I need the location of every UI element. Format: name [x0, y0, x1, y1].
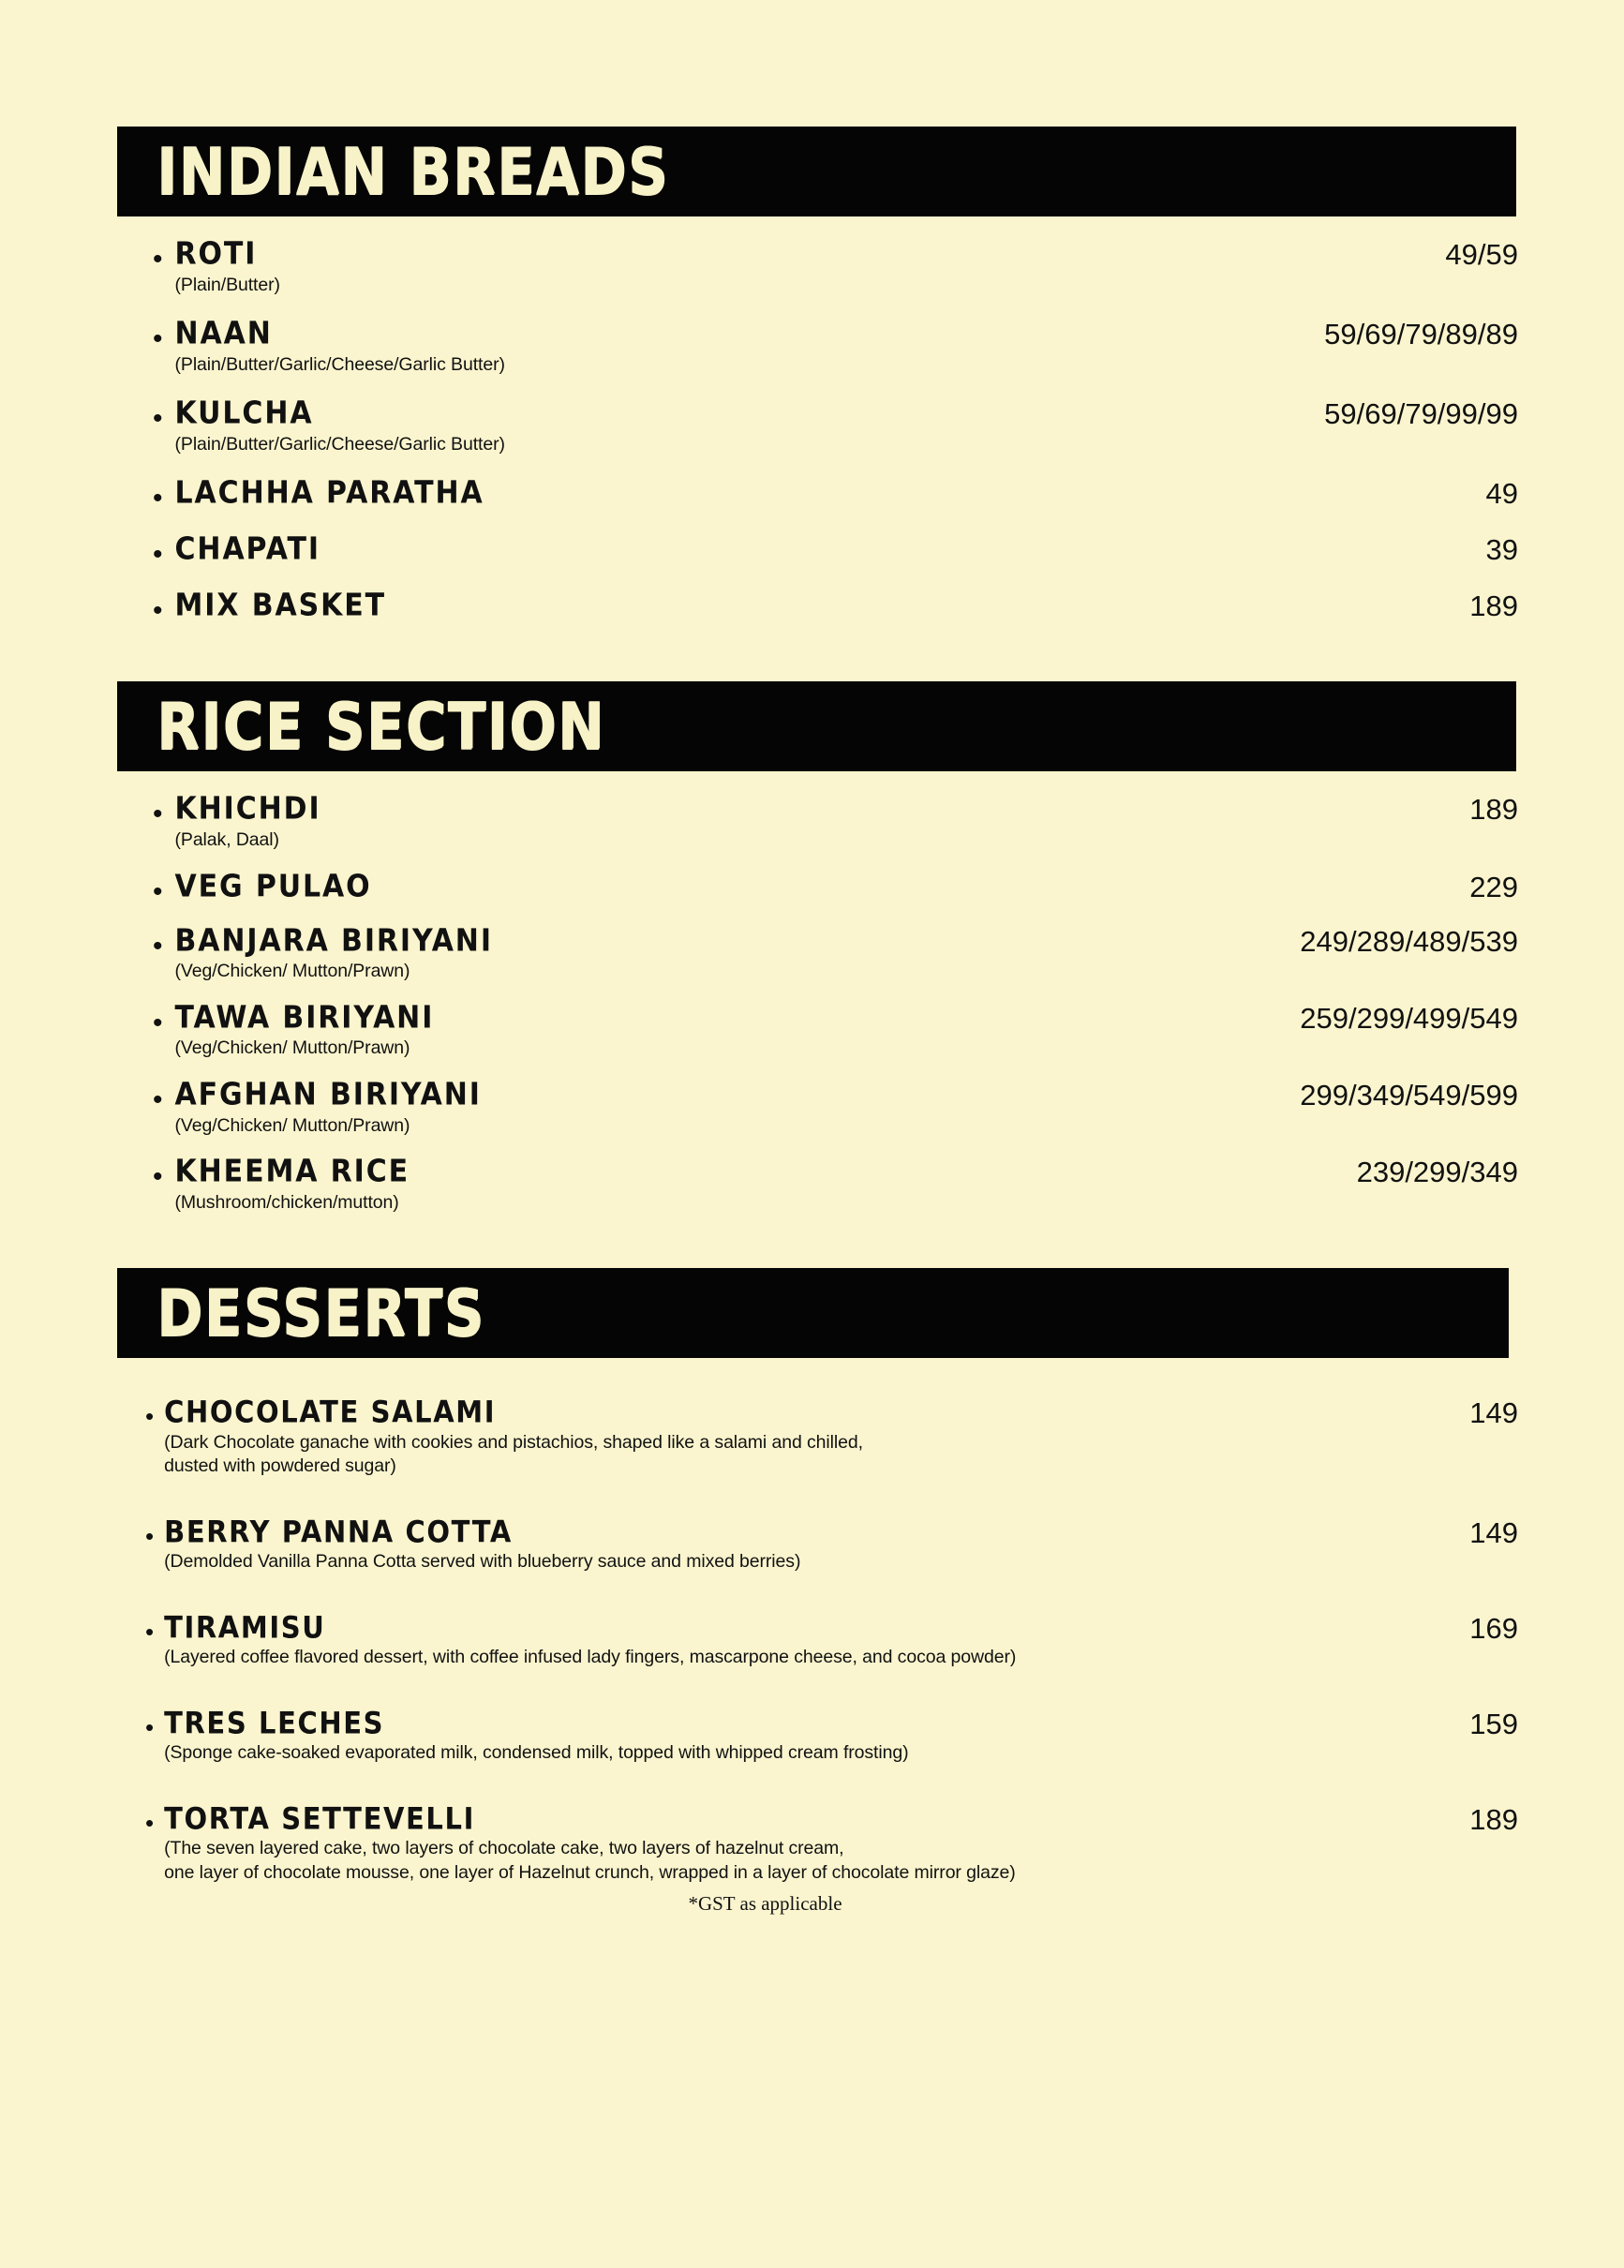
- menu-item-veg-pulao-left: [153, 870, 372, 906]
- menu-item-price: 189: [1469, 589, 1518, 623]
- item-list-rice-section: [0, 792, 1624, 1214]
- menu-item-kheema-rice-left: [153, 1155, 410, 1214]
- section-header-indian-breads: [117, 127, 1516, 216]
- menu-item-khichdi-left: [153, 792, 321, 851]
- menu-item-name: KHEEMA RICE: [174, 1153, 410, 1190]
- menu-item-chapati: [153, 532, 1518, 569]
- menu-item-torta-settevelli: [145, 1802, 1518, 1885]
- menu-item-kulcha-left: [153, 396, 505, 455]
- menu-item-price: 169: [1469, 1611, 1518, 1645]
- menu-item-tiramisu-left: [145, 1611, 1016, 1669]
- gst-footnote: *GST as applicable: [688, 1891, 842, 1915]
- menu-item-description-line1: (Dark Chocolate ganache with cookies and pistachios, shaped like a salami and chilled,: [164, 1431, 863, 1453]
- menu-item-description: (Veg/Chicken/ Mutton/Prawn): [174, 1114, 410, 1136]
- menu-item-name: NAAN: [174, 316, 273, 352]
- menu-item-name: ROTI: [174, 235, 258, 273]
- menu-item-veg-pulao: [153, 870, 1518, 906]
- menu-item-name: LACHHA PARATHA: [174, 475, 484, 512]
- bullet-icon: •: [145, 1712, 155, 1741]
- menu-item-price: 229: [1469, 870, 1518, 903]
- menu-item-price: 149: [1469, 1515, 1518, 1549]
- section-header-desserts: [117, 1268, 1509, 1358]
- menu-item-berry-panna-cotta-left: [145, 1515, 800, 1574]
- menu-item-afghan-biriyani-left: [153, 1078, 482, 1137]
- section-title-rice-section: RICE SECTION: [156, 689, 605, 765]
- menu-item-description-line2: one layer of chocolate mousse, one layer of Hazelnut crunch, wrapped in a layer of chocolate mirror glaze): [164, 1861, 1016, 1883]
- menu-item-name: BANJARA BIRIYANI: [174, 922, 493, 960]
- menu-item-name: TIRAMISU: [164, 1609, 326, 1646]
- menu-item-price: 189: [1469, 793, 1518, 827]
- bullet-icon: •: [153, 1083, 163, 1115]
- item-list-desserts: [0, 1395, 1624, 1884]
- bullet-icon: •: [153, 244, 163, 275]
- menu-item-description-line1: (The seven layered cake, two layers of chocolate cake, two layers of hazelnut cream,: [164, 1838, 844, 1859]
- menu-item-price: 249/289/489/539: [1300, 924, 1518, 958]
- menu-item-description: (Veg/Chicken/ Mutton/Prawn): [174, 1037, 410, 1059]
- menu-item-chocolate-salami: [145, 1395, 1518, 1478]
- menu-item-tiramisu: [145, 1611, 1518, 1669]
- menu-item-name: MIX BASKET: [174, 588, 386, 624]
- menu-item-banjara-biriyani-left: [153, 924, 493, 983]
- menu-item-name: BERRY PANNA COTTA: [164, 1514, 513, 1550]
- menu-item-torta-settevelli-left: [145, 1802, 1016, 1885]
- menu-item-mix-basket: [153, 589, 1518, 625]
- menu-item-description: (Plain/Butter/Garlic/Cheese/Garlic Butter): [174, 353, 505, 375]
- menu-item-name: KULCHA: [174, 395, 314, 432]
- item-list-indian-breads: [0, 237, 1624, 625]
- menu-item-tres-leches-left: [145, 1707, 909, 1765]
- menu-item-chapati-left: [153, 532, 320, 569]
- menu-item-tawa-biriyani: [153, 1001, 1518, 1060]
- bullet-icon: •: [153, 595, 163, 627]
- bullet-icon: •: [153, 930, 163, 962]
- menu-item-name: CHAPATI: [174, 531, 320, 568]
- menu-item-price: 149: [1469, 1396, 1518, 1430]
- menu-item-mix-basket-left: [153, 589, 386, 625]
- menu-item-description: (Plain/Butter): [174, 274, 280, 295]
- menu-item-description-line1: (Layered coffee flavored dessert, with coffee infused lady fingers, mascarpone cheese, and cocoa powder): [164, 1647, 1017, 1668]
- menu-item-naan-left: [153, 317, 505, 376]
- menu-item-name: TRES LECHES: [164, 1705, 385, 1741]
- section-title-desserts: DESSERTS: [156, 1276, 485, 1351]
- menu-item-roti: [153, 237, 1518, 296]
- menu-page: [0, 127, 1624, 2268]
- menu-item-price: 59/69/79/89/89: [1324, 318, 1518, 351]
- menu-item-description: (Mushroom/chicken/mutton): [174, 1191, 399, 1213]
- menu-item-description: (Veg/Chicken/ Mutton/Prawn): [174, 961, 410, 982]
- menu-item-name: VEG PULAO: [174, 868, 372, 905]
- bullet-icon: •: [153, 1161, 163, 1193]
- menu-item-price: 239/299/349: [1356, 1156, 1518, 1189]
- menu-item-price: 39: [1485, 533, 1518, 567]
- menu-item-name: KHICHDI: [174, 791, 321, 828]
- bullet-icon: •: [153, 539, 163, 571]
- menu-item-lachha-paratha-left: [153, 476, 484, 513]
- menu-item-chocolate-salami-left: [145, 1395, 863, 1478]
- menu-item-afghan-biriyani: [153, 1078, 1518, 1137]
- bullet-icon: •: [145, 1521, 155, 1550]
- menu-item-berry-panna-cotta: [145, 1515, 1518, 1574]
- bullet-icon: •: [153, 875, 163, 907]
- menu-item-description-line2: dusted with powdered sugar): [164, 1455, 396, 1477]
- menu-item-tawa-biriyani-left: [153, 1001, 434, 1060]
- menu-item-price: 159: [1469, 1707, 1518, 1740]
- menu-item-price: 59/69/79/99/99: [1324, 397, 1518, 431]
- bullet-icon: •: [145, 1808, 155, 1837]
- section-header-rice-section: [117, 681, 1516, 771]
- menu-item-roti-left: [153, 237, 280, 296]
- menu-item-name: CHOCOLATE SALAMI: [164, 1395, 497, 1430]
- menu-item-price: 259/299/499/549: [1300, 1001, 1518, 1035]
- menu-item-description-line1: (Sponge cake-soaked evaporated milk, condensed milk, topped with whipped cream frosting): [164, 1742, 909, 1764]
- menu-item-khichdi: [153, 792, 1518, 851]
- menu-item-name: AFGHAN BIRIYANI: [174, 1076, 482, 1113]
- menu-item-lachha-paratha: [153, 476, 1518, 513]
- menu-item-price: 299/349/549/599: [1300, 1078, 1518, 1112]
- menu-item-description: (Plain/Butter/Garlic/Cheese/Garlic Butter): [174, 433, 505, 455]
- menu-item-description: (Palak, Daal): [174, 829, 279, 851]
- bullet-icon: •: [153, 1007, 163, 1038]
- bullet-icon: •: [153, 798, 163, 830]
- menu-item-price: 49/59: [1445, 238, 1518, 271]
- menu-item-name: TORTA SETTEVELLI: [164, 1800, 475, 1837]
- menu-item-price: 49: [1485, 477, 1518, 511]
- menu-item-price: 189: [1469, 1802, 1518, 1836]
- menu-item-kheema-rice: [153, 1155, 1518, 1214]
- bullet-icon: •: [153, 323, 163, 355]
- bullet-icon: •: [145, 1402, 155, 1431]
- menu-item-kulcha: [153, 396, 1518, 455]
- menu-item-name: TAWA BIRIYANI: [174, 999, 435, 1037]
- menu-item-banjara-biriyani: [153, 924, 1518, 983]
- bullet-icon: •: [153, 403, 163, 435]
- menu-item-tres-leches: [145, 1707, 1518, 1765]
- bullet-icon: •: [153, 483, 163, 515]
- menu-item-description-line1: (Demolded Vanilla Panna Cotta served with blueberry sauce and mixed berries): [164, 1551, 801, 1573]
- section-title-indian-breads: INDIAN BREADS: [156, 133, 669, 210]
- bullet-icon: •: [145, 1617, 155, 1646]
- menu-item-naan: [153, 317, 1518, 376]
